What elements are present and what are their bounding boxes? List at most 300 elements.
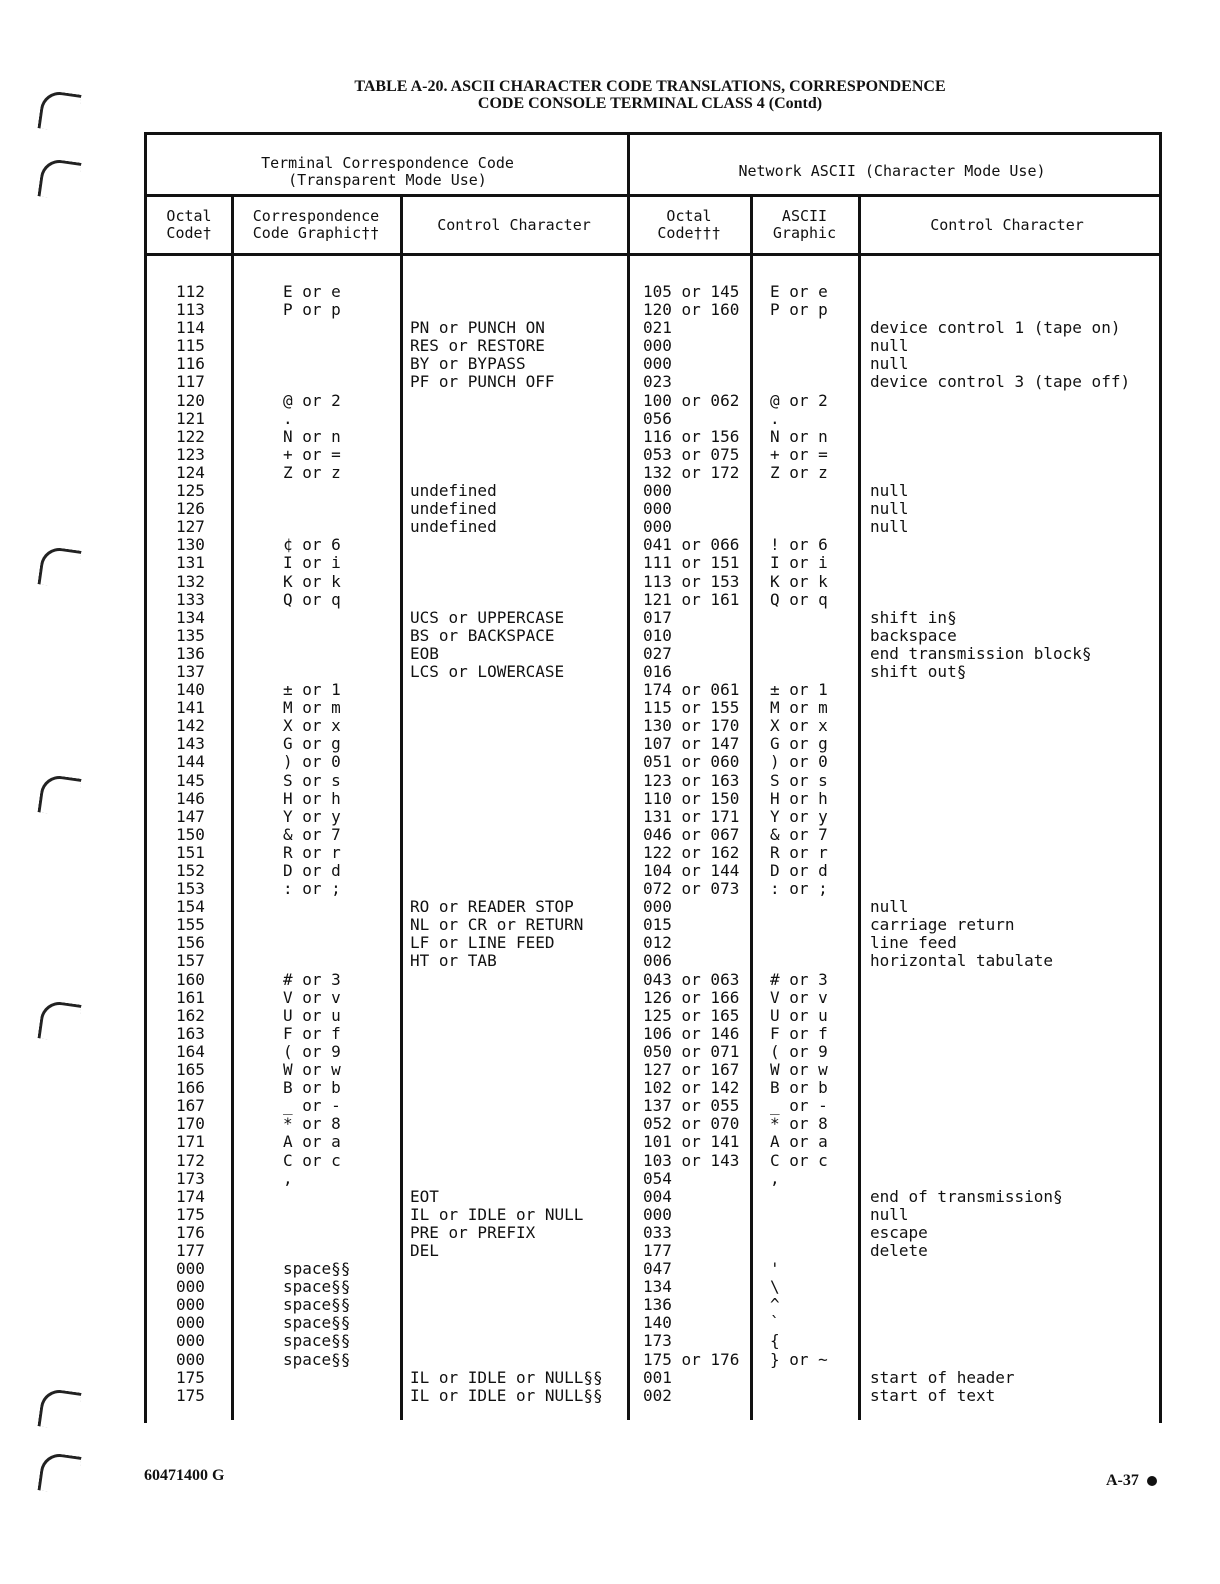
- network-octal-code-cell: 054: [643, 1168, 672, 1188]
- ascii-graphic-cell: {: [770, 1331, 780, 1351]
- network-octal-code-cell: 131 or 171: [643, 806, 740, 826]
- table-title: [0, 78, 1220, 112]
- network-octal-code-cell: 023: [643, 372, 672, 392]
- ascii-graphic-cell: Z or z: [770, 462, 828, 482]
- header-divider: [144, 194, 1159, 197]
- network-control-character-cell: [870, 1314, 1130, 1332]
- network-control-character-cell: [870, 301, 1130, 319]
- network-control-character-cell: [870, 591, 1130, 609]
- octal-code-cell: 134: [176, 607, 205, 627]
- control-character-cell: [410, 283, 603, 301]
- network-octal-code-cell: 104 or 144: [643, 861, 740, 880]
- control-character-cell: [410, 699, 603, 717]
- network-control-character-cell: null: [870, 499, 909, 519]
- binder-hole-mark: [37, 773, 81, 817]
- control-character-cell: [410, 573, 603, 591]
- control-character-cell: PF or PUNCH OFF: [410, 372, 555, 392]
- octal-code-cell: 142: [176, 716, 205, 736]
- ascii-graphic-cell: R or r: [770, 842, 828, 862]
- ascii-graphic-cell: Q or q: [770, 589, 828, 609]
- header-correspondence-graphic: [234, 208, 398, 242]
- control-character-cell: [410, 681, 603, 699]
- octal-code-cell: 143: [176, 734, 205, 754]
- header-octal-code: [148, 208, 230, 242]
- column-control-character: [410, 283, 603, 1405]
- ascii-graphic-cell: [770, 518, 828, 536]
- network-octal-code-cell: 053 or 075: [643, 444, 740, 464]
- control-character-cell: PRE or PREFIX: [410, 1222, 536, 1242]
- network-control-character-cell: [870, 1079, 1130, 1097]
- network-control-character-cell: [870, 862, 1130, 880]
- header-text: ASCII: [781, 207, 828, 225]
- network-control-character-cell: carriage return: [870, 915, 1015, 935]
- octal-code-cell: 136: [176, 643, 205, 663]
- correspondence-graphic-cell: V or v: [283, 987, 341, 1007]
- octal-code-cell: 161: [176, 987, 205, 1007]
- ascii-graphic-cell: A or a: [770, 1132, 828, 1152]
- ascii-graphic-cell: S or s: [770, 770, 828, 790]
- control-character-cell: [410, 536, 603, 554]
- ascii-graphic-cell: : or ;: [770, 879, 828, 899]
- octal-code-cell: 125: [176, 481, 205, 501]
- network-octal-code-cell: 041 or 066: [643, 535, 740, 555]
- correspondence-graphic-cell: [283, 482, 350, 500]
- control-character-cell: BS or BACKSPACE: [410, 625, 555, 645]
- correspondence-graphic-cell: [283, 609, 350, 627]
- network-octal-code-cell: 050 or 071: [643, 1041, 740, 1061]
- correspondence-graphic-cell: space§§: [283, 1331, 351, 1351]
- network-octal-code-cell: 105 or 145: [643, 282, 740, 301]
- header-octal-code-network: [630, 208, 748, 242]
- header-text: Octal: [666, 207, 712, 225]
- control-character-cell: [410, 826, 603, 844]
- correspondence-graphic-cell: [283, 355, 350, 373]
- correspondence-graphic-cell: .: [283, 408, 293, 428]
- header-terminal-correspondence: [150, 155, 625, 189]
- header-network-ascii: Network ASCII (Character Mode Use): [738, 162, 1046, 180]
- octal-code-cell: 154: [176, 897, 205, 917]
- octal-code-cell: 141: [176, 698, 205, 718]
- ascii-graphic-cell: [770, 1369, 828, 1387]
- network-control-character-cell: delete: [870, 1240, 928, 1260]
- control-character-cell: IL or IDLE or NULL§§: [410, 1385, 603, 1405]
- control-character-cell: [410, 808, 603, 826]
- correspondence-graphic-cell: I or i: [283, 553, 341, 573]
- control-character-cell: [410, 971, 603, 989]
- network-control-character-cell: null: [870, 354, 909, 374]
- column-network-octal-code: [643, 283, 739, 1405]
- correspondence-graphic-cell: Q or q: [283, 589, 341, 609]
- correspondence-graphic-cell: Z or z: [283, 462, 341, 482]
- control-character-cell: IL or IDLE or NULL: [410, 1204, 584, 1224]
- octal-code-cell: 175: [176, 1385, 205, 1405]
- ascii-graphic-cell: F or f: [770, 1023, 828, 1043]
- control-character-cell: LCS or LOWERCASE: [410, 661, 565, 681]
- octal-code-cell: 140: [176, 680, 205, 700]
- control-character-cell: undefined: [410, 481, 497, 501]
- ascii-graphic-cell: U or u: [770, 1005, 828, 1025]
- network-octal-code-cell: 110 or 150: [643, 788, 740, 808]
- ascii-graphic-cell: # or 3: [770, 969, 828, 989]
- control-character-cell: undefined: [410, 499, 497, 519]
- control-character-cell: [410, 880, 603, 898]
- control-character-cell: [410, 1097, 603, 1115]
- control-character-cell: RO or READER STOP: [410, 897, 574, 917]
- network-octal-code-cell: 106 or 146: [643, 1023, 740, 1043]
- control-character-cell: [410, 1260, 603, 1278]
- network-control-character-cell: [870, 971, 1130, 989]
- network-control-character-cell: null: [870, 897, 909, 917]
- network-control-character-cell: start of header: [870, 1367, 1015, 1387]
- octal-code-cell: 177: [176, 1240, 205, 1260]
- ascii-graphic-cell: ! or 6: [770, 535, 828, 555]
- correspondence-graphic-cell: H or h: [283, 788, 341, 808]
- ascii-graphic-cell: G or g: [770, 734, 828, 754]
- correspondence-graphic-cell: ( or 9: [283, 1041, 341, 1061]
- network-octal-code-cell: 132 or 172: [643, 462, 740, 482]
- octal-code-cell: 160: [176, 969, 205, 989]
- correspondence-graphic-cell: ,: [283, 1168, 293, 1188]
- network-control-character-cell: [870, 1351, 1130, 1369]
- page-number-block: [1106, 1472, 1157, 1490]
- octal-code-cell: 172: [176, 1150, 205, 1170]
- network-octal-code-cell: 115 or 155: [643, 698, 740, 718]
- network-control-character-cell: [870, 392, 1130, 410]
- correspondence-graphic-cell: [283, 1188, 350, 1206]
- ascii-graphic-cell: [770, 934, 828, 952]
- network-octal-code-cell: 016: [643, 661, 672, 681]
- network-octal-code-cell: 125 or 165: [643, 1005, 740, 1025]
- correspondence-graphic-cell: M or m: [283, 698, 341, 718]
- octal-code-cell: 124: [176, 462, 205, 482]
- correspondence-graphic-cell: ) or 0: [283, 752, 341, 772]
- correspondence-graphic-cell: U or u: [283, 1005, 341, 1025]
- network-octal-code-cell: 000: [643, 354, 672, 374]
- correspondence-graphic-cell: ¢ or 6: [283, 535, 341, 555]
- control-character-cell: [410, 1332, 603, 1350]
- control-character-cell: [410, 392, 603, 410]
- network-octal-code-cell: 056: [643, 408, 672, 428]
- correspondence-graphic-cell: space§§: [283, 1277, 351, 1297]
- octal-code-cell: 162: [176, 1005, 205, 1025]
- correspondence-graphic-cell: space§§: [283, 1259, 351, 1279]
- correspondence-graphic-cell: space§§: [283, 1295, 351, 1315]
- control-character-cell: [410, 1025, 603, 1043]
- network-octal-code-cell: 127 or 167: [643, 1060, 740, 1080]
- network-control-character-cell: [870, 681, 1130, 699]
- ascii-graphic-cell: [770, 645, 828, 663]
- control-character-cell: LF or LINE FEED: [410, 933, 555, 953]
- network-octal-code-cell: 121 or 161: [643, 589, 740, 609]
- control-character-cell: [410, 1351, 603, 1369]
- correspondence-graphic-cell: [283, 1242, 350, 1260]
- ascii-graphic-cell: `: [770, 1313, 780, 1333]
- ascii-graphic-cell: _ or -: [770, 1096, 828, 1116]
- network-octal-code-cell: 010: [643, 625, 672, 645]
- binder-hole-mark: [37, 545, 81, 589]
- correspondence-graphic-cell: [283, 1206, 350, 1224]
- network-octal-code-cell: 051 or 060: [643, 752, 740, 772]
- network-control-character-cell: [870, 1025, 1130, 1043]
- header-text: Code†: [166, 224, 212, 242]
- control-character-cell: [410, 1115, 603, 1133]
- correspondence-graphic-cell: _ or -: [283, 1096, 341, 1116]
- ascii-graphic-cell: ,: [770, 1168, 780, 1188]
- ascii-graphic-cell: [770, 337, 828, 355]
- column-correspondence-graphic: [283, 283, 350, 1405]
- network-control-character-cell: [870, 428, 1130, 446]
- octal-code-cell: 120: [176, 390, 205, 410]
- correspondence-graphic-cell: C or c: [283, 1150, 341, 1170]
- network-control-character-cell: [870, 753, 1130, 771]
- column-network-control-character: [870, 283, 1130, 1405]
- control-character-cell: [410, 772, 603, 790]
- control-character-cell: [410, 554, 603, 572]
- ascii-graphic-cell: ± or 1: [770, 680, 828, 700]
- octal-code-cell: 146: [176, 788, 205, 808]
- control-character-cell: [410, 1170, 603, 1188]
- octal-code-cell: 122: [176, 426, 205, 446]
- network-octal-code-cell: 021: [643, 318, 672, 338]
- column-divider: [627, 132, 630, 1420]
- octal-code-cell: 175: [176, 1204, 205, 1224]
- network-control-character-cell: null: [870, 481, 909, 501]
- binder-hole-mark: [37, 999, 81, 1043]
- network-control-character-cell: [870, 1133, 1130, 1151]
- control-character-cell: PN or PUNCH ON: [410, 318, 545, 338]
- octal-code-cell: 176: [176, 1222, 205, 1242]
- ascii-graphic-cell: [770, 373, 828, 391]
- ascii-graphic-cell: E or e: [770, 282, 828, 301]
- control-character-cell: [410, 428, 603, 446]
- control-character-cell: [410, 1043, 603, 1061]
- network-octal-code-cell: 052 or 070: [643, 1114, 740, 1134]
- correspondence-graphic-cell: [283, 1224, 350, 1242]
- ascii-graphic-cell: [770, 1224, 828, 1242]
- octal-code-cell: 133: [176, 589, 205, 609]
- ascii-graphic-cell: & or 7: [770, 824, 828, 844]
- correspondence-graphic-cell: space§§: [283, 1349, 351, 1369]
- correspondence-graphic-cell: A or a: [283, 1132, 341, 1152]
- octal-code-cell: 164: [176, 1041, 205, 1061]
- ascii-graphic-cell: [770, 355, 828, 373]
- ascii-graphic-cell: ) or 0: [770, 752, 828, 772]
- network-control-character-cell: end of transmission§: [870, 1186, 1063, 1206]
- correspondence-graphic-cell: E or e: [283, 282, 341, 301]
- network-control-character-cell: [870, 554, 1130, 572]
- octal-code-cell: 123: [176, 444, 205, 464]
- header-text: Correspondence: [252, 207, 380, 225]
- header-divider: [144, 253, 1159, 256]
- network-octal-code-cell: 175 or 176: [643, 1349, 740, 1369]
- network-control-character-cell: [870, 1115, 1130, 1133]
- binder-hole-mark: [37, 1387, 81, 1431]
- network-control-character-cell: device control 1 (tape on): [870, 318, 1121, 338]
- network-octal-code-cell: 130 or 170: [643, 716, 740, 736]
- network-control-character-cell: [870, 410, 1130, 428]
- ascii-graphic-cell: N or n: [770, 426, 828, 446]
- octal-code-cell: 173: [176, 1168, 205, 1188]
- column-divider: [858, 196, 861, 1420]
- octal-code-cell: 145: [176, 770, 205, 790]
- octal-code-cell: 131: [176, 553, 205, 573]
- correspondence-graphic-cell: [283, 916, 350, 934]
- control-character-cell: NL or CR or RETURN: [410, 915, 584, 935]
- network-control-character-cell: [870, 283, 1130, 301]
- octal-code-cell: 135: [176, 625, 205, 645]
- control-character-cell: [410, 591, 603, 609]
- ascii-graphic-cell: } or ~: [770, 1349, 828, 1369]
- network-octal-code-cell: 107 or 147: [643, 734, 740, 754]
- octal-code-cell: 174: [176, 1186, 205, 1206]
- correspondence-graphic-cell: ± or 1: [283, 680, 341, 700]
- octal-code-cell: 132: [176, 571, 205, 591]
- control-character-cell: [410, 1278, 603, 1296]
- network-octal-code-cell: 033: [643, 1222, 672, 1242]
- octal-code-cell: 152: [176, 861, 205, 880]
- network-control-character-cell: [870, 464, 1130, 482]
- network-control-character-cell: backspace: [870, 625, 957, 645]
- control-character-cell: [410, 446, 603, 464]
- octal-code-cell: 000: [176, 1277, 205, 1297]
- network-octal-code-cell: 004: [643, 1186, 672, 1206]
- ascii-graphic-cell: [770, 1242, 828, 1260]
- network-control-character-cell: [870, 880, 1130, 898]
- control-character-cell: RES or RESTORE: [410, 336, 545, 356]
- octal-code-cell: 121: [176, 408, 205, 428]
- control-character-cell: [410, 410, 603, 428]
- octal-code-cell: 167: [176, 1096, 205, 1116]
- correspondence-graphic-cell: G or g: [283, 734, 341, 754]
- control-character-cell: [410, 862, 603, 880]
- ascii-graphic-cell: [770, 500, 828, 518]
- correspondence-graphic-cell: D or d: [283, 861, 341, 880]
- octal-code-cell: 151: [176, 842, 205, 862]
- network-octal-code-cell: 000: [643, 499, 672, 519]
- network-octal-code-cell: 006: [643, 951, 672, 971]
- control-character-cell: [410, 1152, 603, 1170]
- octal-code-cell: 171: [176, 1132, 205, 1152]
- ascii-graphic-cell: W or w: [770, 1060, 828, 1080]
- control-character-cell: [410, 989, 603, 1007]
- network-octal-code-cell: 137 or 055: [643, 1096, 740, 1116]
- header-control-character-left: Control Character: [437, 216, 591, 234]
- header-text: Graphic: [772, 224, 837, 242]
- network-octal-code-cell: 000: [643, 481, 672, 501]
- table-title-line-1: TABLE A-20. ASCII CHARACTER CODE TRANSLATIONS, CORRESPONDENCE: [354, 78, 946, 95]
- ascii-graphic-cell: B or b: [770, 1078, 828, 1098]
- network-octal-code-cell: 174 or 061: [643, 680, 740, 700]
- network-control-character-cell: [870, 699, 1130, 717]
- octal-code-cell: 114: [176, 318, 205, 338]
- network-octal-code-cell: 136: [643, 1295, 672, 1315]
- control-character-cell: DEL: [410, 1240, 439, 1260]
- ascii-graphic-cell: [770, 663, 828, 681]
- correspondence-graphic-cell: [283, 934, 350, 952]
- correspondence-graphic-cell: [283, 518, 350, 536]
- ascii-graphic-cell: V or v: [770, 987, 828, 1007]
- network-control-character-cell: [870, 826, 1130, 844]
- table-title-line-2: CODE CONSOLE TERMINAL CLASS 4 (Contd): [477, 95, 823, 112]
- network-control-character-cell: shift out§: [870, 661, 967, 681]
- network-control-character-cell: [870, 808, 1130, 826]
- network-octal-code-cell: 046 or 067: [643, 824, 740, 844]
- octal-code-cell: 000: [176, 1313, 205, 1333]
- octal-code-cell: 000: [176, 1259, 205, 1279]
- header-ascii-graphic: [753, 208, 856, 242]
- network-octal-code-cell: 027: [643, 643, 672, 663]
- octal-code-cell: 116: [176, 354, 205, 374]
- network-octal-code-cell: 140: [643, 1313, 672, 1333]
- correspondence-graphic-cell: N or n: [283, 426, 341, 446]
- correspondence-graphic-cell: R or r: [283, 842, 341, 862]
- network-control-character-cell: [870, 1152, 1130, 1170]
- correspondence-graphic-cell: * or 8: [283, 1114, 341, 1134]
- octal-code-cell: 165: [176, 1060, 205, 1080]
- octal-code-cell: 147: [176, 806, 205, 826]
- network-control-character-cell: line feed: [870, 933, 957, 953]
- ascii-graphic-cell: P or p: [770, 300, 828, 320]
- octal-code-cell: 115: [176, 336, 205, 356]
- network-control-character-cell: [870, 790, 1130, 808]
- ascii-graphic-cell: ( or 9: [770, 1041, 828, 1061]
- correspondence-graphic-cell: X or x: [283, 716, 341, 736]
- octal-code-cell: 166: [176, 1078, 205, 1098]
- column-divider: [400, 196, 403, 1420]
- ascii-graphic-cell: ^: [770, 1295, 780, 1315]
- network-octal-code-cell: 001: [643, 1367, 672, 1387]
- ascii-graphic-cell: [770, 482, 828, 500]
- network-octal-code-cell: 123 or 163: [643, 770, 740, 790]
- correspondence-graphic-cell: [283, 627, 350, 645]
- network-control-character-cell: [870, 1278, 1130, 1296]
- octal-code-cell: 126: [176, 499, 205, 519]
- header-text: Code†††: [657, 224, 721, 242]
- network-octal-code-cell: 134: [643, 1277, 672, 1297]
- ascii-graphic-cell: [770, 952, 828, 970]
- ascii-graphic-cell: * or 8: [770, 1114, 828, 1134]
- ascii-graphic-cell: K or k: [770, 571, 828, 591]
- network-octal-code-cell: 101 or 141: [643, 1132, 740, 1152]
- correspondence-graphic-cell: [283, 337, 350, 355]
- correspondence-graphic-cell: K or k: [283, 571, 341, 591]
- network-octal-code-cell: 103 or 143: [643, 1150, 740, 1170]
- network-octal-code-cell: 126 or 166: [643, 987, 740, 1007]
- control-character-cell: [410, 717, 603, 735]
- network-octal-code-cell: 116 or 156: [643, 426, 740, 446]
- control-character-cell: BY or BYPASS: [410, 354, 526, 374]
- control-character-cell: [410, 844, 603, 862]
- network-control-character-cell: null: [870, 517, 909, 537]
- octal-code-cell: 127: [176, 517, 205, 537]
- network-control-character-cell: [870, 1061, 1130, 1079]
- column-ascii-graphic: [770, 283, 828, 1405]
- ascii-graphic-cell: Y or y: [770, 806, 828, 826]
- correspondence-graphic-cell: [283, 952, 350, 970]
- ascii-graphic-cell: [770, 627, 828, 645]
- header-text: Code Graphic††: [252, 224, 380, 242]
- correspondence-graphic-cell: [283, 1369, 350, 1387]
- network-control-character-cell: device control 3 (tape off): [870, 372, 1131, 392]
- header-text: Octal: [166, 207, 212, 225]
- network-octal-code-cell: 047: [643, 1259, 672, 1279]
- correspondence-graphic-cell: [283, 319, 350, 337]
- control-character-cell: [410, 301, 603, 319]
- network-octal-code-cell: 000: [643, 1204, 672, 1224]
- ascii-graphic-cell: X or x: [770, 716, 828, 736]
- control-character-cell: [410, 1296, 603, 1314]
- network-control-character-cell: [870, 989, 1130, 1007]
